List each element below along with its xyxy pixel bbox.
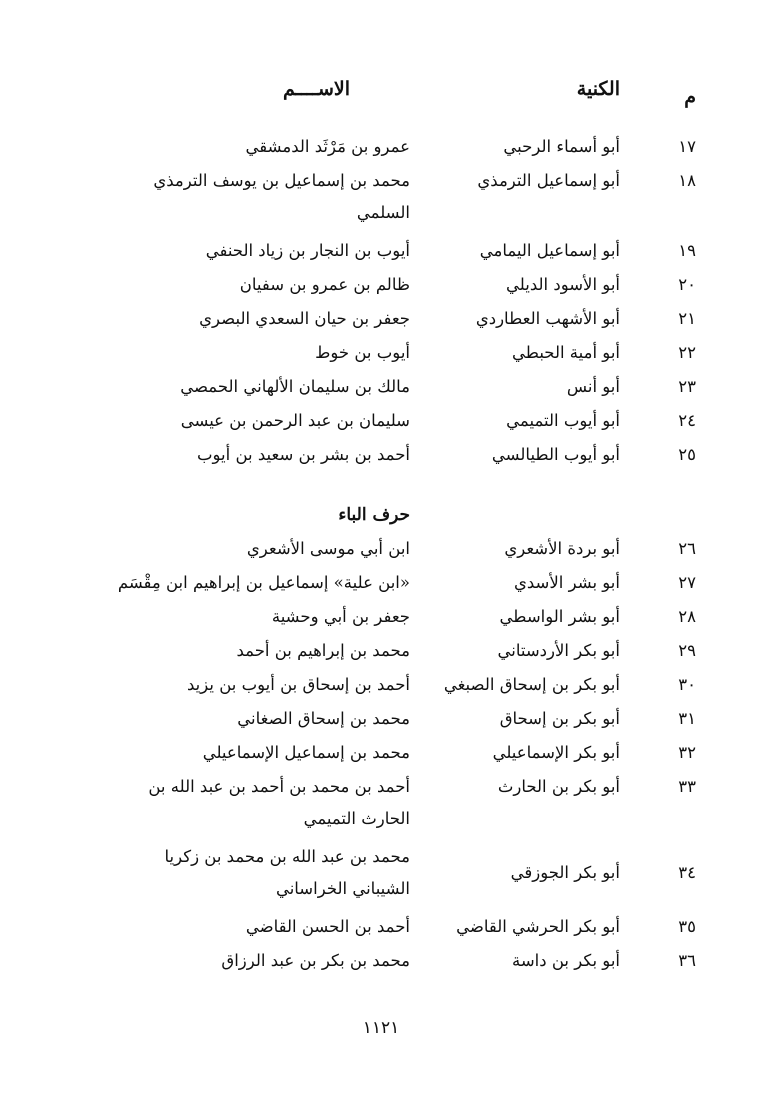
table-header bbox=[0, 78, 762, 114]
entry-kunya: أبو بكر الأردستاني bbox=[497, 641, 620, 660]
table-row bbox=[0, 439, 762, 473]
entry-number: ٢٥ bbox=[678, 445, 696, 464]
entry-number: ٢٢ bbox=[678, 343, 696, 362]
entry-number: ٢٩ bbox=[678, 641, 696, 660]
table-row bbox=[0, 165, 762, 235]
entry-name: أيوب بن النجار بن زياد الحنفي bbox=[205, 241, 410, 260]
page-number: ١١٢١ bbox=[362, 1018, 400, 1038]
entry-kunya: أبو أمية الحبطي bbox=[512, 343, 620, 362]
entry-number: ٣١ bbox=[678, 709, 696, 728]
section-heading bbox=[0, 473, 762, 533]
entry-name: محمد بن بكر بن عبد الرزاق bbox=[221, 951, 410, 970]
entry-kunya: أبو الأشهب العطاردي bbox=[475, 309, 620, 328]
entry-name: أحمد بن محمد بن أحمد بن عبد الله بن bbox=[148, 777, 410, 796]
table-row bbox=[0, 303, 762, 337]
entry-kunya: أبو أيوب التميمي bbox=[506, 411, 620, 430]
table-row bbox=[0, 669, 762, 703]
entry-kunya: أبو أسماء الرحبي bbox=[503, 137, 620, 156]
entry-kunya: أبو بكر الحرشي القاضي bbox=[456, 917, 620, 936]
table-row bbox=[0, 405, 762, 439]
entry-name: محمد بن عبد الله بن محمد بن زكريا bbox=[164, 847, 410, 866]
entry-kunya: أبو بكر بن إسحاق bbox=[499, 709, 620, 728]
entry-name: «ابن علية» إسماعيل بن إبراهيم ابن مِقْسَم bbox=[117, 573, 410, 592]
table-row bbox=[0, 371, 762, 405]
entry-number: ١٧ bbox=[678, 137, 696, 156]
entry-name: أحمد بن الحسن القاضي bbox=[245, 917, 410, 936]
entry-name-continued: السلمي bbox=[356, 203, 410, 222]
entry-number: ٣٣ bbox=[678, 777, 696, 796]
entry-kunya: أبو بشر الواسطي bbox=[499, 607, 620, 626]
entry-number: ٢٤ bbox=[678, 411, 696, 430]
entry-name: عمرو بن مَرْثَد الدمشقي bbox=[245, 137, 410, 156]
entry-kunya: أبو بكر بن إسحاق الصبغي bbox=[443, 675, 620, 694]
entry-kunya: أبو بكر بن الحارث bbox=[497, 777, 620, 796]
table-row bbox=[0, 945, 762, 979]
entry-number: ٣٠ bbox=[678, 675, 696, 694]
table-row bbox=[0, 567, 762, 601]
entry-kunya: أبو إسماعيل الترمذي bbox=[477, 171, 620, 190]
entry-name: جعفر بن أبي وحشية bbox=[271, 607, 410, 626]
entry-kunya: أبو بكر الجوزقي bbox=[510, 863, 620, 882]
table-row bbox=[0, 841, 762, 911]
entry-kunya: أبو أيوب الطيالسي bbox=[491, 445, 620, 464]
entry-name: مالك بن سليمان الألهاني الحمصي bbox=[180, 377, 410, 396]
entry-number: ٣٦ bbox=[678, 951, 696, 970]
entry-number: ٣٥ bbox=[678, 917, 696, 936]
entry-name: جعفر بن حيان السعدي البصري bbox=[199, 309, 410, 328]
entry-number: ٢٣ bbox=[678, 377, 696, 396]
table-row bbox=[0, 131, 762, 165]
entry-kunya: أبو الأسود الديلي bbox=[506, 275, 620, 294]
entry-name: محمد بن إسماعيل بن يوسف الترمذي bbox=[153, 171, 410, 190]
section-title: حرف الباء bbox=[338, 505, 410, 525]
table-row bbox=[0, 737, 762, 771]
entry-name: محمد بن إبراهيم بن أحمد bbox=[236, 641, 410, 660]
entry-kunya: أبو بشر الأسدي bbox=[513, 573, 620, 592]
entry-name: ابن أبي موسى الأشعري bbox=[246, 539, 410, 558]
entry-name: سليمان بن عبد الرحمن بن عيسى bbox=[180, 411, 410, 430]
entry-kunya: أبو أنس bbox=[566, 377, 620, 396]
table-row bbox=[0, 269, 762, 303]
entry-kunya: أبو بكر بن داسة bbox=[512, 951, 620, 970]
entry-name: محمد بن إسحاق الصغاني bbox=[237, 709, 410, 728]
entry-name-continued: الحارث التميمي bbox=[303, 809, 410, 828]
entry-name: أحمد بن بشر بن سعيد بن أيوب bbox=[197, 445, 410, 464]
entry-kunya: أبو بكر الإسماعيلي bbox=[492, 743, 620, 762]
table-row bbox=[0, 235, 762, 269]
entry-number: ١٩ bbox=[678, 241, 696, 260]
entry-number: ١٨ bbox=[678, 171, 696, 190]
entry-kunya: أبو إسماعيل اليمامي bbox=[479, 241, 620, 260]
entry-kunya: أبو بردة الأشعري bbox=[504, 539, 620, 558]
entry-number: ٢١ bbox=[678, 309, 696, 328]
entry-name: أحمد بن إسحاق بن أيوب بن يزيد bbox=[187, 675, 410, 694]
header-name: الاســــم bbox=[283, 78, 350, 100]
table-row bbox=[0, 771, 762, 841]
entry-number: ٣٤ bbox=[678, 863, 696, 882]
table-row bbox=[0, 635, 762, 669]
entry-name: ظالم بن عمرو بن سفيان bbox=[239, 275, 410, 294]
entry-number: ٢٧ bbox=[678, 573, 696, 592]
entry-name: محمد بن إسماعيل الإسماعيلي bbox=[202, 743, 410, 762]
entry-name: أيوب بن خوط bbox=[315, 343, 410, 362]
header-kunya: الكنية bbox=[576, 78, 620, 100]
table-row bbox=[0, 533, 762, 567]
entry-number: ٢٠ bbox=[678, 275, 696, 294]
header-number: م bbox=[684, 86, 696, 108]
table-row bbox=[0, 337, 762, 371]
entry-number: ٢٦ bbox=[678, 539, 696, 558]
table-row bbox=[0, 911, 762, 945]
entry-number: ٣٢ bbox=[678, 743, 696, 762]
table-row bbox=[0, 703, 762, 737]
entries-table bbox=[0, 131, 762, 979]
entry-name-continued: الشيباني الخراساني bbox=[275, 879, 410, 898]
entry-number: ٢٨ bbox=[678, 607, 696, 626]
table-row bbox=[0, 601, 762, 635]
